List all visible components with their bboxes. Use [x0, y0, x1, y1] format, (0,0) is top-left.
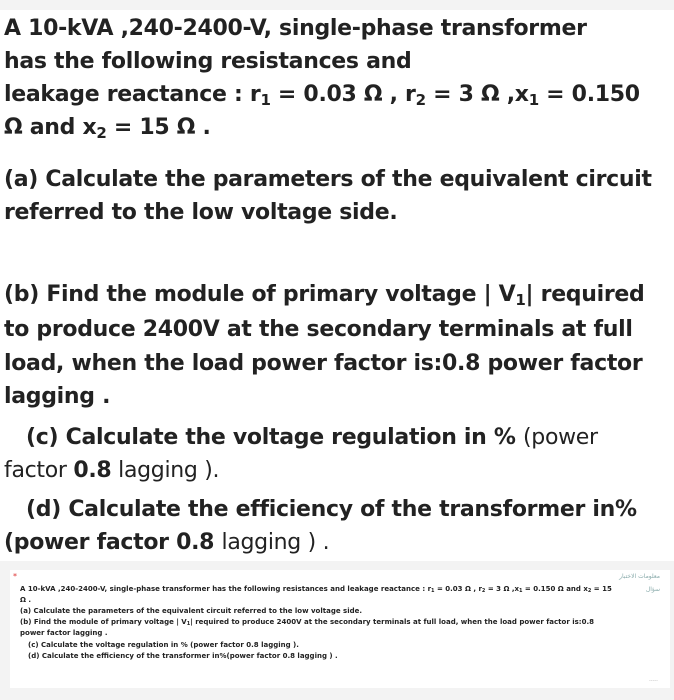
thumb-text: (a) Calculate the parameters of the equivalent circuit referred to the low voltage side.: [20, 607, 363, 615]
part-b-text: to produce 2400V at the secondary terminals at full: [4, 317, 633, 342]
part-a-text: referred to the low voltage side.: [4, 200, 398, 225]
problem-line-3: [4, 78, 640, 112]
subscript: 1: [528, 91, 539, 109]
thumb-text: A 10-kVA ,240-2400-V, single-phase transformer has the following resistances and leakage reactance : r: [20, 585, 432, 593]
required-marker: *: [13, 572, 17, 581]
problem-text: = 3 Ω ,x: [425, 82, 529, 107]
part-b-text: (b) Find the module of primary voltage | V: [4, 282, 516, 307]
problem-text: leakage reactance : r: [4, 82, 261, 107]
part-c-text: (power: [523, 425, 598, 450]
part-c-text: 0.8: [73, 458, 112, 483]
problem-line-4: [4, 111, 211, 145]
thumb-text: = 0.150 Ω and x: [522, 585, 588, 593]
problem-text: = 0.03 Ω , r: [270, 82, 416, 107]
thumb-line-3: [20, 606, 362, 617]
part-b-line-3: [4, 347, 642, 381]
problem-text: has the following resistances and: [4, 49, 412, 74]
thumb-line-6: [20, 640, 299, 651]
part-c-line-2: [4, 454, 219, 488]
part-d-text: lagging ) .: [221, 530, 330, 555]
thumb-text: (b) Find the module of primary voltage | V: [20, 618, 187, 626]
question-thumbnail: [10, 570, 670, 688]
subscript: 1: [431, 588, 435, 594]
part-b-text: | required: [525, 282, 645, 307]
thumb-text: = 15: [591, 585, 612, 593]
part-a-text: (a) Calculate the parameters of the equivalent circuit: [4, 167, 652, 192]
part-b-text: load, when the load power factor is:0.8 power factor: [4, 351, 643, 376]
thumb-text: | required to produce 2400V at the secondary terminals at full load, when the load power factor is:0.8: [190, 618, 594, 626]
thumb-line-2: [20, 595, 31, 606]
problem-text: Ω and x: [4, 115, 97, 140]
part-d-text: (power factor 0.8: [4, 530, 222, 555]
subscript: 2: [481, 588, 486, 594]
thumb-line-4: [20, 617, 594, 628]
thumb-text: power factor lagging .: [20, 629, 108, 637]
question-info-label: معلومات الاختبار: [619, 573, 660, 580]
footer-mark: -----: [648, 678, 658, 684]
problem-text: = 0.150: [538, 82, 640, 107]
problem-line-2: [4, 45, 411, 79]
part-a-line-2: [4, 196, 397, 230]
part-c-text: lagging ).: [111, 458, 220, 483]
part-c-line-1: [26, 421, 598, 455]
problem-text: = 15 Ω .: [106, 115, 211, 140]
subscript: 1: [260, 91, 271, 109]
part-b-text: lagging .: [4, 384, 111, 409]
thumb-text: = 3 Ω ,x: [485, 585, 519, 593]
subscript: 1: [515, 291, 526, 309]
thumb-text: Ω .: [20, 596, 32, 604]
part-a-line-1: [4, 163, 652, 197]
part-d-text: (d) Calculate the efficiency of the transformer in%: [26, 497, 637, 522]
problem-line-1: [4, 12, 587, 46]
thumb-text: (d) Calculate the efficiency of the transformer in%(power factor 0.8 lagging ) .: [28, 652, 338, 660]
subscript: 1: [186, 621, 191, 627]
subscript: 1: [519, 588, 523, 594]
part-c-text: (c) Calculate the voltage regulation in %: [26, 425, 523, 450]
thumb-text: = 0.03 Ω , r: [434, 585, 482, 593]
problem-text: A 10-kVA ,240-2400-V, single-phase transformer: [4, 16, 587, 41]
part-b-line-4: [4, 380, 110, 414]
thumb-line-7: [20, 651, 338, 662]
part-b-line-2: [4, 313, 633, 347]
thumb-line-1: [20, 584, 612, 595]
subscript: 2: [415, 91, 426, 109]
part-d-line-2: [4, 526, 329, 560]
question-panel: [0, 10, 674, 561]
part-b-line-1: [4, 278, 644, 312]
subscript: 2: [587, 588, 592, 594]
thumb-text: (c) Calculate the voltage regulation in % (power factor 0.8 lagging ).: [28, 641, 299, 649]
subscript: 2: [96, 124, 107, 142]
part-d-line-1: [26, 493, 637, 527]
part-c-text: factor: [4, 458, 74, 483]
question-label: سؤال: [645, 586, 660, 593]
thumb-line-5: [20, 628, 108, 639]
